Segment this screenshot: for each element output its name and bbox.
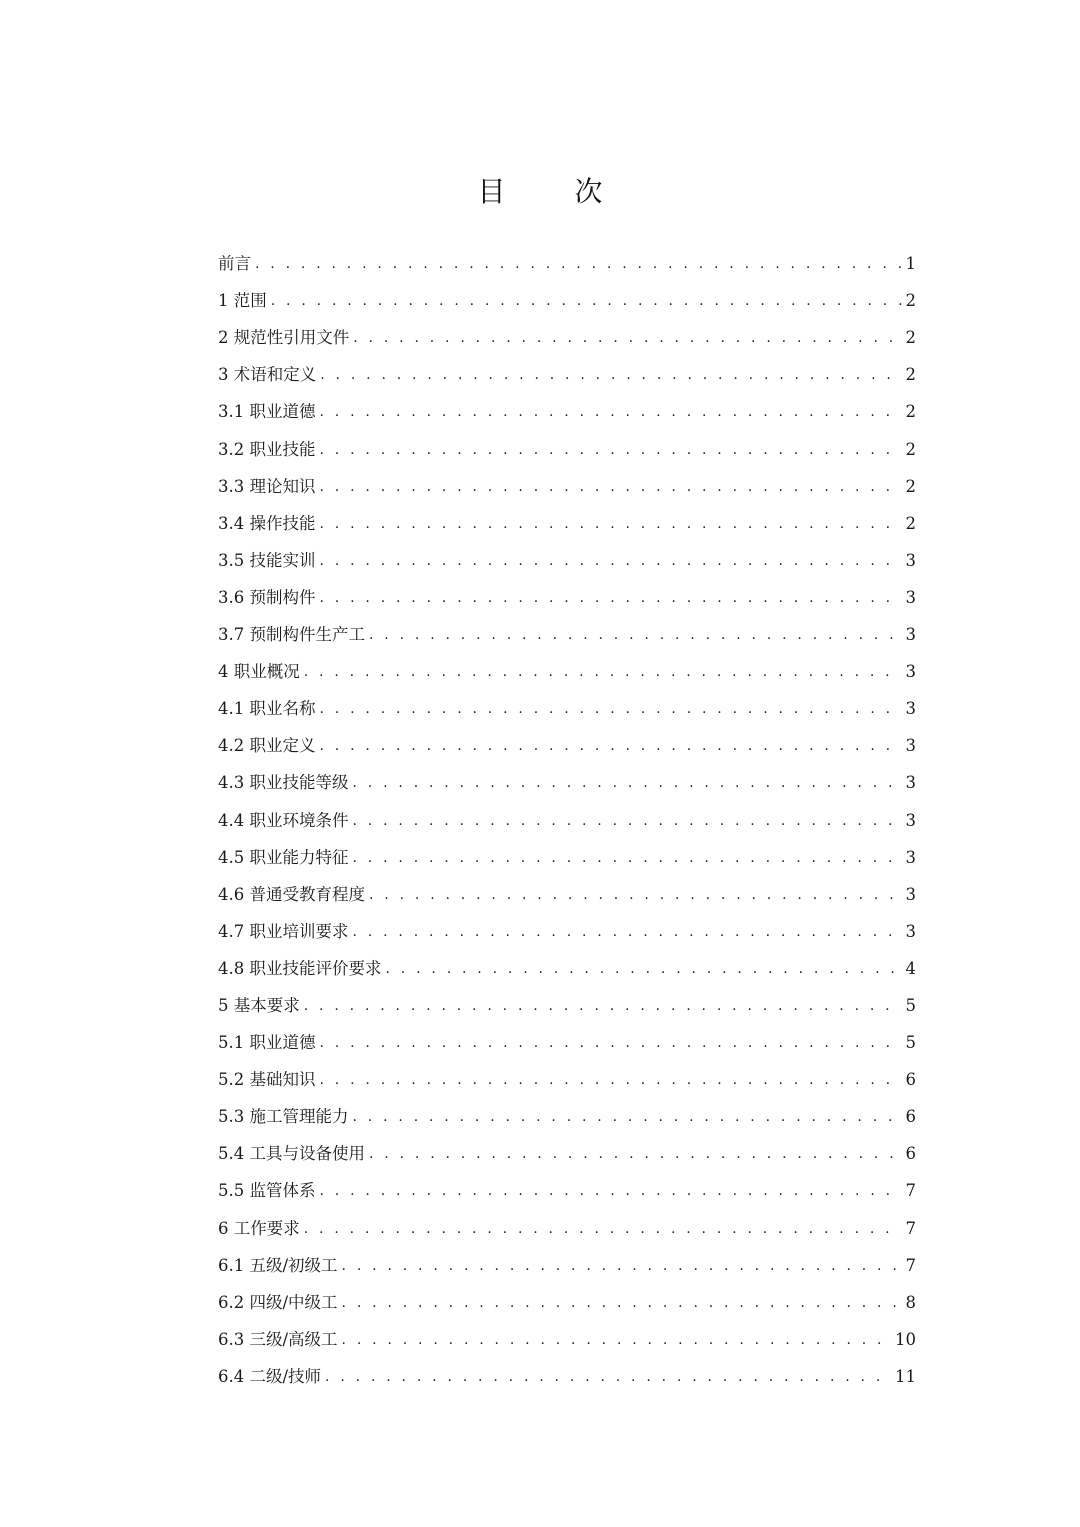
toc-leader-dots bbox=[353, 1107, 902, 1127]
toc-entry[interactable] bbox=[218, 1350, 916, 1387]
toc-entry-page-number: 2 bbox=[905, 439, 916, 459]
toc-entry-page-number: 7 bbox=[905, 1255, 916, 1275]
toc-entry-label: 3.2 职业技能 bbox=[218, 439, 316, 459]
toc-entry-label: 4.5 职业能力特征 bbox=[218, 847, 349, 867]
toc-entry-label: 3.4 操作技能 bbox=[218, 513, 316, 533]
toc-entry-page-number: 3 bbox=[905, 587, 916, 607]
toc-entry[interactable] bbox=[218, 497, 916, 534]
toc-entry[interactable] bbox=[218, 793, 916, 830]
toc-entry-page-number: 3 bbox=[905, 699, 916, 719]
toc-entry-label: 4.6 普通受教育程度 bbox=[218, 884, 365, 904]
toc-entry[interactable] bbox=[218, 534, 916, 571]
toc-leader-dots bbox=[320, 514, 902, 534]
toc-entry[interactable] bbox=[218, 348, 916, 385]
toc-entry[interactable] bbox=[218, 422, 916, 459]
toc-leader-dots bbox=[342, 1330, 891, 1350]
toc-entry[interactable] bbox=[218, 719, 916, 756]
toc-entry-label: 5.5 监管体系 bbox=[218, 1181, 316, 1201]
toc-entry-page-number: 1 bbox=[905, 254, 916, 274]
toc-entry-page-number: 2 bbox=[905, 365, 916, 385]
toc-entry-label: 6 工作要求 bbox=[218, 1218, 300, 1238]
toc-entry-label: 6.4 二级/技师 bbox=[218, 1366, 322, 1386]
toc-entry-page-number: 6 bbox=[905, 1107, 916, 1127]
toc-entry-page-number: 5 bbox=[905, 995, 916, 1015]
toc-entry-page-number: 3 bbox=[905, 884, 916, 904]
toc-entry[interactable] bbox=[218, 868, 916, 905]
toc-entry-page-number: 2 bbox=[905, 476, 916, 496]
toc-entry-label: 5.4 工具与设备使用 bbox=[218, 1144, 365, 1164]
toc-entry-page-number: 3 bbox=[905, 847, 916, 867]
toc-entry-page-number: 3 bbox=[905, 662, 916, 682]
toc-leader-dots bbox=[271, 291, 902, 311]
toc-entry-label: 6.1 五级/初级工 bbox=[218, 1255, 338, 1275]
toc-entry[interactable] bbox=[218, 237, 916, 274]
toc-entry[interactable] bbox=[218, 1276, 916, 1313]
toc-leader-dots bbox=[304, 1219, 902, 1239]
toc-entry-page-number: 3 bbox=[905, 550, 916, 570]
toc-entry-label: 3 术语和定义 bbox=[218, 365, 317, 385]
toc-entry-label: 3.7 预制构件生产工 bbox=[218, 625, 365, 645]
toc-entry-label: 5.1 职业道德 bbox=[218, 1033, 316, 1053]
toc-leader-dots bbox=[320, 477, 902, 497]
toc-entry-label: 3.5 技能实训 bbox=[218, 550, 316, 570]
toc-entry-label: 4.8 职业技能评价要求 bbox=[218, 958, 382, 978]
toc-entry-page-number: 3 bbox=[905, 625, 916, 645]
toc-leader-dots bbox=[353, 328, 901, 348]
toc-entry-page-number: 11 bbox=[895, 1366, 916, 1386]
toc-entry[interactable] bbox=[218, 1201, 916, 1238]
toc-entry-label: 前言 bbox=[218, 254, 251, 274]
toc-entry-label: 3.3 理论知识 bbox=[218, 476, 316, 496]
toc-entry[interactable] bbox=[218, 1016, 916, 1053]
toc-entry-page-number: 2 bbox=[905, 402, 916, 422]
toc-entry-page-number: 7 bbox=[905, 1181, 916, 1201]
toc-leader-dots bbox=[369, 885, 902, 905]
toc-leader-dots bbox=[342, 1293, 902, 1313]
toc-entry[interactable] bbox=[218, 942, 916, 979]
toc-entry-page-number: 5 bbox=[905, 1033, 916, 1053]
toc-leader-dots bbox=[255, 254, 902, 274]
toc-entry-label: 3.1 职业道德 bbox=[218, 402, 316, 422]
toc-entry[interactable] bbox=[218, 608, 916, 645]
toc-entry-label: 4 职业概况 bbox=[218, 662, 300, 682]
page-title: 目 次 bbox=[477, 175, 633, 208]
toc-leader-dots bbox=[320, 736, 902, 756]
toc-entry[interactable] bbox=[218, 1164, 916, 1201]
toc-leader-dots bbox=[320, 1033, 902, 1053]
toc-leader-dots bbox=[320, 440, 902, 460]
toc-entry-label: 5 基本要求 bbox=[218, 995, 300, 1015]
toc-entry[interactable] bbox=[218, 1053, 916, 1090]
toc-entry[interactable] bbox=[218, 274, 916, 311]
toc-entry-page-number: 3 bbox=[905, 736, 916, 756]
toc-entry-page-number: 3 bbox=[905, 810, 916, 830]
toc-leader-dots bbox=[353, 848, 902, 868]
toc-entry-label: 1 范围 bbox=[218, 291, 267, 311]
toc-entry[interactable] bbox=[218, 385, 916, 422]
toc-leader-dots bbox=[353, 773, 902, 793]
toc-leader-dots bbox=[369, 1144, 902, 1164]
toc-leader-dots bbox=[325, 1367, 891, 1387]
toc-entry-page-number: 6 bbox=[905, 1070, 916, 1090]
toc-entry[interactable] bbox=[218, 1313, 916, 1350]
toc-entry-label: 4.3 职业技能等级 bbox=[218, 773, 349, 793]
toc-entry-page-number: 7 bbox=[905, 1218, 916, 1238]
toc-entry-page-number: 3 bbox=[905, 921, 916, 941]
toc-entry-label: 5.2 基础知识 bbox=[218, 1070, 316, 1090]
toc-leader-dots bbox=[304, 662, 902, 682]
toc-entry-page-number: 8 bbox=[905, 1292, 916, 1312]
toc-entry[interactable] bbox=[218, 905, 916, 942]
toc-entry-label: 4.1 职业名称 bbox=[218, 699, 316, 719]
toc-entry-label: 4.7 职业培训要求 bbox=[218, 921, 349, 941]
toc-entry[interactable] bbox=[218, 831, 916, 868]
toc-entry[interactable] bbox=[218, 979, 916, 1016]
toc-leader-dots bbox=[320, 1181, 902, 1201]
toc-leader-dots bbox=[320, 402, 902, 422]
toc-entry-page-number: 6 bbox=[905, 1144, 916, 1164]
toc-entry-page-number: 2 bbox=[905, 291, 916, 311]
toc-entry[interactable] bbox=[218, 645, 916, 682]
toc-entry-label: 5.3 施工管理能力 bbox=[218, 1107, 349, 1127]
toc-entry-label: 2 规范性引用文件 bbox=[218, 328, 350, 348]
toc-entry-label: 3.6 预制构件 bbox=[218, 587, 316, 607]
toc-entry[interactable] bbox=[218, 460, 916, 497]
toc-leader-dots bbox=[342, 1256, 902, 1276]
toc-entry-page-number: 2 bbox=[905, 328, 916, 348]
toc-entry[interactable] bbox=[218, 1127, 916, 1164]
toc-leader-dots bbox=[369, 625, 902, 645]
toc-leader-dots bbox=[304, 996, 902, 1016]
toc-leader-dots bbox=[320, 551, 902, 571]
toc-entry-label: 4.4 职业环境条件 bbox=[218, 810, 349, 830]
toc-leader-dots bbox=[353, 811, 902, 831]
toc-leader-dots bbox=[320, 365, 901, 385]
toc-entry[interactable] bbox=[218, 1090, 916, 1127]
toc-entry[interactable] bbox=[218, 311, 916, 348]
toc-entry[interactable] bbox=[218, 756, 916, 793]
toc-entry-label: 6.3 三级/高级工 bbox=[218, 1329, 338, 1349]
toc-entry-label: 4.2 职业定义 bbox=[218, 736, 316, 756]
toc-entry-page-number: 2 bbox=[905, 513, 916, 533]
toc-leader-dots bbox=[353, 922, 902, 942]
toc-leader-dots bbox=[320, 588, 902, 608]
toc-entry-label: 6.2 四级/中级工 bbox=[218, 1292, 338, 1312]
toc-leader-dots bbox=[320, 1070, 902, 1090]
toc-entry-page-number: 4 bbox=[905, 958, 916, 978]
toc-leader-dots bbox=[320, 699, 902, 719]
toc-entry[interactable] bbox=[218, 1239, 916, 1276]
toc-entry-page-number: 3 bbox=[905, 773, 916, 793]
toc-entry[interactable] bbox=[218, 571, 916, 608]
toc-leader-dots bbox=[386, 959, 902, 979]
toc-entry-page-number: 10 bbox=[895, 1329, 916, 1349]
toc-entry[interactable] bbox=[218, 682, 916, 719]
toc-list bbox=[218, 237, 916, 1387]
